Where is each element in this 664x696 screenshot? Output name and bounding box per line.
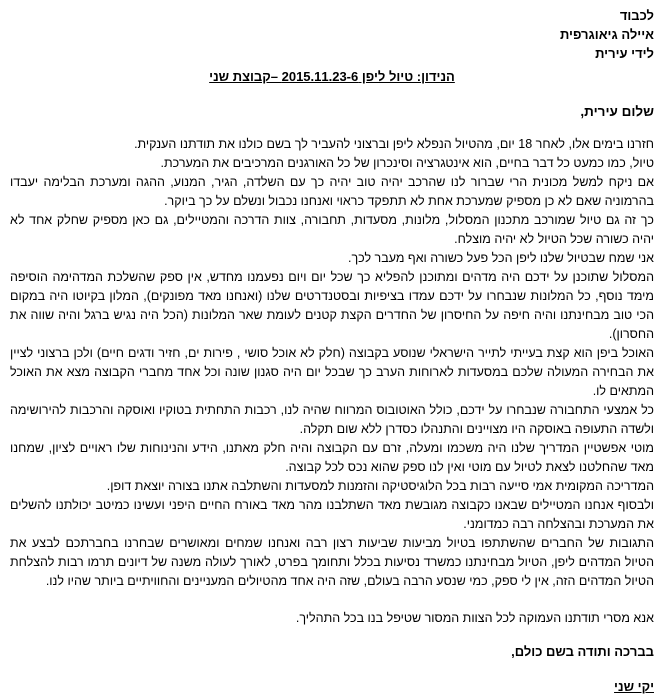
body-paragraph: מוטי אפשטיין המדריך שלנו היה משכמו ומעלה, זרם עם הקבוצה והיה חלק מאתנו, הידע והנינוחות שלו ראויים לציון, שמחנו מאד שהחלטנו לצאת לטיול עם מוטי ואין לנו ספק שהוא נכס לכל קבוצה. xyxy=(10,441,654,474)
body-paragraph: כל אמצעי התחבורה שנבחרו על ידכם, כולל האוטובוס המרווח שהיה לנו, רכבות התחתית בטוקיו ואוסקה והרכבות להירושימה ולשדה התעופה באוסקה היו מצויינים והתנהלו כסדרן ללא שום תקלה. xyxy=(10,403,654,436)
body-paragraph: אני שמח שבטיול שלנו ליפן הכל פעל כשורה ואף מעבר לכך. xyxy=(347,251,654,265)
greeting: שלום עירית, xyxy=(580,104,654,119)
body-paragraph: אם ניקח למשל מכונית הרי שברור לנו שהרכב יהיה טוב יהיה כך עם השלדה, הגיר, המנוע, ההגה ומערכת הבלימה יעבדו בהרמוניה שאם לא כן מספיק שמערכת אחת לא תתפקד כראוי ואנחנו נכבול ונשלם על כך ביוקר. xyxy=(10,175,654,208)
body-paragraph: טיול, כמו כמעט כל דבר בחיים, הוא אינטגרציה וסינכרון של כל האורגנים המרכיבים את המערכת. xyxy=(160,156,654,170)
body-paragraph: התגובות של החברים שהשתתפו בטיול מביעות שביעות רצון רבה ואנחנו שמחים ומאושרים שבחרנו בחברתכם לבצע את הטיול המדהים ליפן, הטיול מבחינתנו כמשרד נסיעות בכלל ותחומך בפרט, לאורך לעולה משנה של דיונים תרמו רבות להצלחת הטיול המדהים הזה, אין לי ספק, כמי שנסע הרבה בעולם, שזה היה אחד מהטיולים המעניינים והחוויתיים ביותר שהיו לנו. xyxy=(10,536,654,588)
subject-line: הנידון: טיול ליפן 2015.11.23-6 –קבוצת שני xyxy=(209,69,455,84)
recipient-line-2: איילה גיאוגרפית xyxy=(559,27,654,42)
body-paragraph: האוכל ביפן הוא קצת בעייתי לתייר הישראלי שנוסע בקבוצה (חלק לא אוכל סושי , פירות ים, חזיר ודגים חיים) ולכן ברצוני לציין את הבחירה המעולה שלכם במסעדות לארוחות הערב כך שבכל יום היה סגנון שונה וכל אחד מחברי הקבוצה מצא את האוכל המתאים לו. xyxy=(10,346,654,398)
body-paragraph: המסלול שתוכנן על ידכם היה מדהים ומתוכנן להפליא כך שכל יום ויום נפעמנו מחדש, אין ספק שהשלכת המדהימה הוסיפה מימד נוסף, כל המלונות שנבחרו על ידכם עמדו בציפיות ובסטנדרטים שלנו (ואנחנו מאד מפונקים), המלון בקיוטו היה במקום הכי טוב מבחינתנו והיה חיפה על החיסרון של החדרים הקצת קטנים לעומת שאר המלונות (הכל היה נגיש ברגל והיה שווה את החסרון). xyxy=(10,270,654,341)
blessing: בברכה ותודה בשם כולם, xyxy=(511,644,654,659)
body-paragraph: ולבסוף אנחנו המטיילים שבאנו כקבוצה מגובשת מאד השתלבנו מהר מאד באורח החיים היפני ועשינו כמיטב יכולתנו להשלים את המערכת ובהצלחה רבה כמדומני. xyxy=(10,498,654,531)
recipient-line-3: לידי עירית xyxy=(595,46,654,61)
closing-thanks: אנא מסרי תודתנו העמוקה לכל הצוות המסור שטיפל בנו בכל התהליך. xyxy=(295,611,654,625)
body-paragraph: כך זה גם טיול שמורכב מתכנון המסלול, מלונות, מסעדות, תחבורה, צוות הדרכה והמטיילים, גם כאן מספיק שחלק אחד לא יהיה כשורה שכל הטיול לא יהיה מוצלח. xyxy=(10,213,654,246)
body-paragraph: חזרנו בימים אלו, לאחר 18 יום, מהטיול הנפלא ליפן וברצוני להעביר לך בשם כולנו את תודתנו הענקית. xyxy=(134,137,654,151)
body-paragraph: המדריכה המקומית אמי סייעה רבות בכל הלוגיסטיקה והזמנות למסעדות והשתלבה אתנו בצורה יוצאת דופן. xyxy=(106,479,654,493)
signature: יקי שני xyxy=(614,679,654,694)
letter-body xyxy=(10,135,654,591)
recipient-line-1: לכבוד xyxy=(619,8,654,23)
